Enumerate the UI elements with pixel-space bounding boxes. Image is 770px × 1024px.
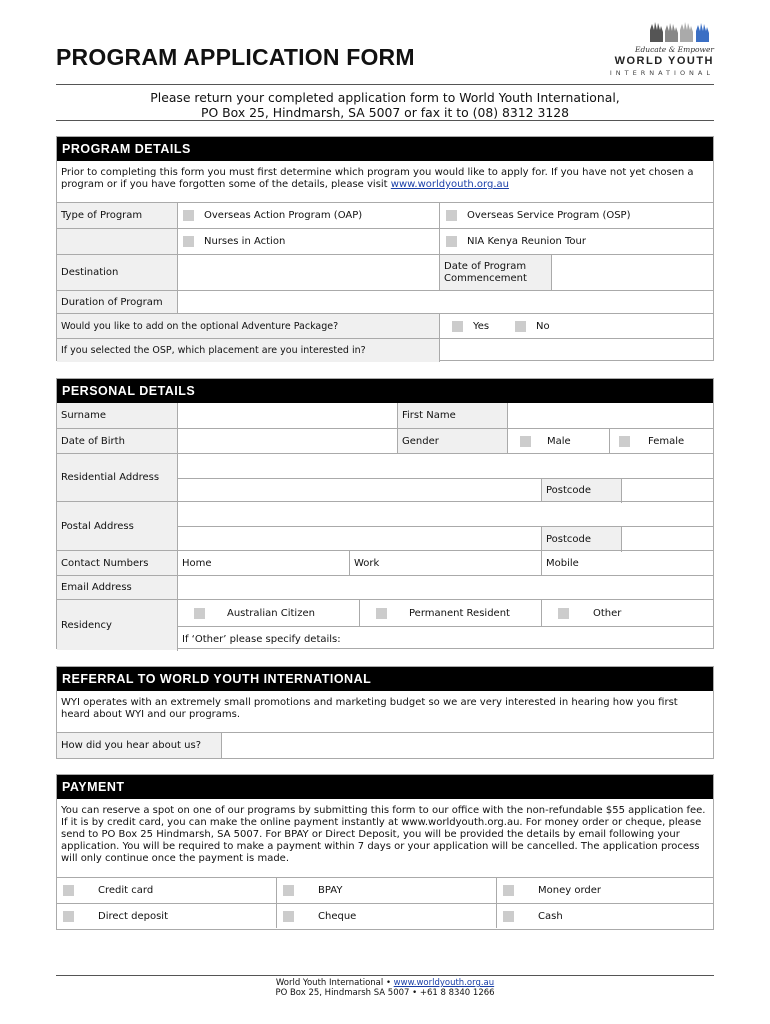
email-label: Email Address (57, 576, 177, 599)
return-instructions-line2: PO Box 25, Hindmarsh, SA 5007 or fax it to (08) 8312 3128 (200, 105, 570, 120)
referral-question-row (57, 732, 713, 758)
option-osp[interactable] (439, 203, 713, 228)
intro-divider (56, 120, 714, 121)
payment-money-order[interactable] (496, 878, 713, 903)
work-label: Work (354, 557, 380, 569)
website-link[interactable]: www.worldyouth.org.au (390, 179, 509, 190)
postal-postcode-field[interactable] (621, 526, 713, 552)
permanent-label: Permanent Resident (409, 607, 510, 619)
work-phone-field[interactable] (349, 551, 541, 575)
payment-section (56, 774, 714, 930)
cheque-label: Cheque (318, 910, 357, 922)
male-checkbox[interactable] (520, 436, 531, 447)
footer-org: World Youth International • (275, 978, 394, 988)
referral-heading: REFERRAL TO WORLD YOUTH INTERNATIONAL (57, 667, 713, 691)
referral-answer-field[interactable] (221, 733, 713, 758)
personal-details-section (56, 378, 714, 649)
dob-field[interactable] (177, 429, 397, 453)
contact-row (57, 550, 713, 575)
program-type-row (57, 202, 713, 228)
money-order-checkbox[interactable] (503, 885, 514, 896)
payment-bpay[interactable] (276, 878, 496, 903)
nia-label: NIA Kenya Reunion Tour (467, 236, 586, 247)
option-nurses[interactable] (177, 229, 439, 254)
mobile-phone-field[interactable] (541, 551, 713, 575)
payment-credit[interactable] (57, 878, 276, 903)
female-label: Female (648, 435, 685, 447)
payment-cash[interactable] (496, 904, 713, 928)
referral-intro: WYI operates with an extremely small promotions and marketing budget so we are very interested in hearing how you first heard about WYI and our programs. (61, 697, 678, 720)
residency-row (57, 599, 713, 650)
return-instructions-line1: Please return your completed application form to World Youth International, (150, 90, 620, 105)
gender-label: Gender (397, 429, 507, 453)
cheque-checkbox[interactable] (283, 911, 294, 922)
option-nia[interactable] (439, 229, 713, 254)
gender-male[interactable] (507, 429, 609, 453)
surname-field[interactable] (177, 403, 397, 428)
other-checkbox[interactable] (558, 608, 569, 619)
yes-checkbox[interactable] (452, 321, 463, 332)
postal-row (57, 501, 713, 550)
program-details-heading: PROGRAM DETAILS (57, 137, 713, 161)
no-label: No (536, 320, 550, 332)
direct-label: Direct deposit (98, 910, 168, 922)
email-field[interactable] (177, 576, 713, 599)
dob-label: Date of Birth (57, 429, 177, 453)
payment-intro: You can reserve a spot on one of our programs by submitting this form to our office with the non-refundable $55 application fee. If it is by credit card, you can make the online payment instantly at www.worldyouth.org.au. For money order or cheque, please send to PO Box 25 Hindmarsh, SA 5007. For BPAY or Direct Deposit, you will be provided the details by email following your application. You will be required to make a payment within 7 days or your application will be cancelled. The application process will only continue once the payment is made. (61, 805, 706, 864)
personal-details-heading: PERSONAL DETAILS (57, 379, 713, 403)
logo-brand: WORLD YOUTH (614, 55, 714, 67)
destination-row (57, 254, 713, 290)
no-checkbox[interactable] (515, 321, 526, 332)
program-details-section (56, 136, 714, 361)
oap-checkbox[interactable] (183, 210, 194, 221)
credit-checkbox[interactable] (63, 885, 74, 896)
logo-tagline: Educate & Empower (634, 45, 714, 54)
type-of-program-blank (57, 229, 177, 254)
option-oap[interactable] (177, 203, 439, 228)
osp-placement-question: If you selected the OSP, which placement are you interested in? (57, 339, 439, 362)
credit-label: Credit card (98, 885, 154, 896)
residency-label: Residency (57, 600, 177, 650)
destination-label: Destination (57, 255, 177, 290)
footer-divider (56, 975, 714, 976)
referral-question-label: How did you hear about us? (57, 733, 221, 758)
adventure-question: Would you like to add on the optional Adventure Package? (57, 314, 439, 338)
other-specify-label: If ‘Other’ please specify details: (182, 633, 341, 645)
payment-cheque[interactable] (276, 904, 496, 928)
destination-field[interactable] (177, 255, 439, 290)
residency-permanent[interactable] (359, 600, 541, 626)
residency-other-field[interactable] (177, 626, 713, 651)
postal-field[interactable] (177, 502, 713, 526)
adventure-no[interactable] (499, 314, 713, 338)
payment-direct[interactable] (57, 904, 276, 928)
postal-label: Postal Address (57, 502, 177, 550)
residency-other[interactable] (541, 600, 713, 626)
female-checkbox[interactable] (619, 436, 630, 447)
osp-placement-row (57, 338, 713, 362)
duration-row (57, 290, 713, 313)
osp-placement-field[interactable] (439, 339, 713, 362)
adventure-yes[interactable] (439, 314, 499, 338)
footer (56, 978, 714, 998)
adventure-row (57, 313, 713, 338)
permanent-checkbox[interactable] (376, 608, 387, 619)
male-label: Male (547, 435, 571, 447)
mobile-label: Mobile (546, 557, 579, 569)
postal-field-2[interactable] (177, 526, 542, 552)
return-instructions (56, 90, 714, 120)
residential-row (57, 453, 713, 501)
residential-field[interactable] (177, 454, 713, 478)
first-name-field[interactable] (507, 403, 713, 428)
footer-website-link[interactable]: www.worldyouth.org.au (393, 978, 495, 988)
residential-label: Residential Address (57, 454, 177, 501)
program-details-intro-text: Prior to completing this form you must first determine which program you would like to apply for. If you have not yet chosen a program or if you have forgotten some of the details, please visit (61, 167, 694, 190)
footer-line2: PO Box 25, Hindmarsh SA 5007 • +61 8 8340 1266 (275, 988, 495, 998)
commencement-field[interactable] (551, 255, 713, 290)
citizen-checkbox[interactable] (194, 608, 205, 619)
first-name-label: First Name (397, 403, 507, 428)
surname-label: Surname (57, 403, 177, 428)
surname-row (57, 403, 713, 428)
yes-label: Yes (473, 320, 490, 332)
header-divider (56, 84, 714, 85)
oap-label: Overseas Action Program (OAP) (204, 210, 363, 221)
payment-row-1 (57, 877, 713, 903)
residential-postcode-field[interactable] (621, 478, 713, 503)
citizen-label: Australian Citizen (227, 607, 315, 619)
commencement-label: Date of Program Commencement (439, 255, 551, 290)
direct-checkbox[interactable] (63, 911, 74, 922)
cash-checkbox[interactable] (503, 911, 514, 922)
nurses-checkbox[interactable] (183, 236, 194, 247)
type-of-program-label: Type of Program (57, 203, 177, 228)
hands-logo-icon (648, 18, 714, 44)
residency-citizen[interactable] (177, 600, 359, 626)
payment-row-2 (57, 903, 713, 928)
dob-row (57, 428, 713, 453)
referral-section (56, 666, 714, 759)
residential-field-2[interactable] (177, 478, 542, 503)
cash-label: Cash (538, 910, 563, 922)
postcode-label: Postcode (541, 478, 621, 502)
program-type-row-2 (57, 228, 713, 254)
nia-checkbox[interactable] (446, 236, 457, 247)
duration-field[interactable] (177, 291, 713, 313)
postcode-label-2: Postcode (541, 526, 621, 551)
logo-subtitle: INTERNATIONAL (609, 69, 714, 77)
email-row (57, 575, 713, 599)
contact-label: Contact Numbers (57, 551, 177, 575)
payment-heading: PAYMENT (57, 775, 713, 799)
home-label: Home (182, 557, 212, 569)
other-label: Other (593, 607, 622, 619)
bpay-checkbox[interactable] (283, 885, 294, 896)
money-order-label: Money order (538, 885, 601, 896)
osp-label: Overseas Service Program (OSP) (467, 210, 631, 221)
footer-line1 (56, 978, 714, 988)
home-phone-field[interactable] (177, 551, 349, 575)
nurses-label: Nurses in Action (204, 236, 286, 247)
bpay-label: BPAY (318, 885, 343, 896)
program-details-intro (57, 161, 713, 202)
page-title: PROGRAM APPLICATION FORM (56, 44, 415, 70)
gender-female[interactable] (609, 429, 713, 453)
osp-checkbox[interactable] (446, 210, 457, 221)
duration-label: Duration of Program (57, 291, 177, 313)
wyi-logo (609, 18, 716, 78)
